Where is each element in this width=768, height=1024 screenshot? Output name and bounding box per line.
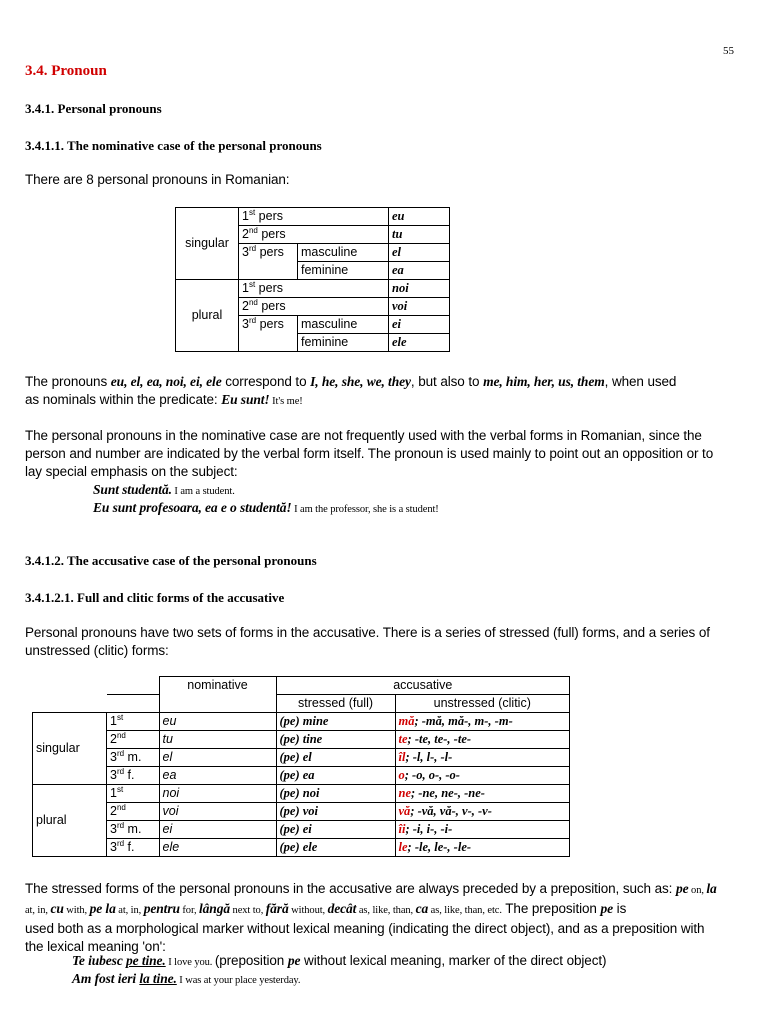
clitic-cell: te; -te, te-, -te- (395, 731, 570, 749)
table-row (33, 785, 570, 803)
intro-paragraph: There are 8 personal pronouns in Romanian: (25, 172, 290, 187)
person-cell: 3rd m. (107, 821, 160, 839)
pronoun-cell: ele (389, 334, 450, 352)
gender-cell: feminine (298, 262, 389, 280)
page-number: 55 (723, 45, 734, 57)
accusative-header: accusative (276, 677, 570, 695)
pronoun-cell: voi (389, 298, 450, 316)
pers-cell: 1st pers (239, 280, 389, 298)
table-row (33, 803, 570, 821)
person-cell: 2nd (107, 803, 160, 821)
pers-cell: 3rd pers (239, 316, 298, 352)
stressed-cell: (pe) noi (276, 785, 395, 803)
stressed-cell: (pe) ea (276, 767, 395, 785)
table-row (33, 767, 570, 785)
stressed-cell: (pe) tine (276, 731, 395, 749)
stressed-cell: (pe) voi (276, 803, 395, 821)
paragraph-stressed-forms: The stressed forms of the personal pronouns in the accusative are always preceded by a preposition, such as: pe on, la at, in, cu with, pe la at, in, pentru for, lângă next to, fără without, decât as, like, than, ca as, like, than, etc. The preposition pe is used both as a morphological marker without lexical meaning (indicating the direct object), and as a preposition with the lexical meaning 'on': (25, 881, 717, 954)
plural-label: plural (33, 785, 107, 857)
nominative-cell: ei (159, 821, 276, 839)
person-cell: 3rd m. (107, 749, 160, 767)
example-1: Sunt studentă. I am a student. (93, 482, 235, 497)
gender-cell: masculine (298, 244, 389, 262)
pronoun-cell: eu (389, 208, 450, 226)
stressed-cell: (pe) el (276, 749, 395, 767)
person-cell: 1st (107, 713, 160, 731)
stressed-cell: (pe) ei (276, 821, 395, 839)
singular-label: singular (33, 713, 107, 785)
table-row (33, 749, 570, 767)
paragraph-correspondence: The pronouns eu, el, ea, noi, ei, ele correspond to I, he, she, we, they, but also to me, him, her, us, them, when used as nominals within the predicate: Eu sunt! It's me! (25, 374, 677, 407)
gender-cell: feminine (298, 334, 389, 352)
pronoun-cell: el (389, 244, 450, 262)
example-2: Eu sunt profesoara, ea e o studentă! I am the professor, she is a student! (93, 500, 439, 515)
nominative-cell: el (159, 749, 276, 767)
pronoun-cell: tu (389, 226, 450, 244)
table-row (33, 713, 570, 731)
nominative-cell: noi (159, 785, 276, 803)
section-heading-3-4-1-2: 3.4.1.2. The accusative case of the personal pronouns (25, 553, 317, 568)
paragraph-accusative-intro: Personal pronouns have two sets of forms in the accusative. There is a series of stressed (full) forms, and a series of unstressed (clitic) forms: (25, 625, 710, 658)
pers-cell: 3rd pers (239, 244, 298, 280)
section-heading-3-4-1-2-1: 3.4.1.2.1. Full and clitic forms of the accusative (25, 590, 285, 605)
nominative-cell: eu (159, 713, 276, 731)
plural-label: plural (176, 280, 239, 352)
pronoun-cell: ea (389, 262, 450, 280)
pers-cell: 1st pers (239, 208, 389, 226)
clitic-cell: îl; -l, l-, -l- (395, 749, 570, 767)
paragraph-nominative-usage: The personal pronouns in the nominative case are not frequently used with the verbal forms in Romanian, since the person and number are indicated by the verbal form itself. The pronoun is used mainly to point out an opposition or to lay special emphasis on the subject: (25, 428, 714, 479)
stressed-cell: (pe) ele (276, 839, 395, 857)
person-cell: 3rd f. (107, 767, 160, 785)
table-row (33, 731, 570, 749)
section-heading-3-4-1: 3.4.1. Personal pronouns (25, 101, 162, 116)
example-4: Am fost ieri la tine. I was at your place yesterday. (72, 971, 301, 986)
pers-cell: 2nd pers (239, 226, 389, 244)
table-row (33, 821, 570, 839)
pronoun-cell: noi (389, 280, 450, 298)
section-heading-3-4: 3.4. Pronoun (25, 63, 107, 79)
person-cell: 3rd f. (107, 839, 160, 857)
nominative-cell: ea (159, 767, 276, 785)
accusative-table (32, 676, 570, 857)
nominative-cell: ele (159, 839, 276, 857)
clitic-cell: o; -o, o-, -o- (395, 767, 570, 785)
section-heading-3-4-1-1: 3.4.1.1. The nominative case of the personal pronouns (25, 138, 322, 153)
clitic-cell: îi; -i, i-, -i- (395, 821, 570, 839)
table-row (33, 839, 570, 857)
nominative-table (175, 207, 450, 352)
nominative-header: nominative (159, 677, 276, 713)
nominative-cell: voi (159, 803, 276, 821)
nominative-cell: tu (159, 731, 276, 749)
singular-label: singular (176, 208, 239, 280)
gender-cell: masculine (298, 316, 389, 334)
clitic-cell: mă; -mă, mă-, m-, -m- (395, 713, 570, 731)
clitic-cell: le; -le, le-, -le- (395, 839, 570, 857)
person-cell: 2nd (107, 731, 160, 749)
stressed-header: stressed (full) (276, 695, 395, 713)
stressed-cell: (pe) mine (276, 713, 395, 731)
clitic-cell: vă; -vă, vă-, v-, -v- (395, 803, 570, 821)
pers-cell: 2nd pers (239, 298, 389, 316)
example-3: Te iubesc pe tine. I love you. (preposition pe without lexical meaning, marker of the direct object) (72, 953, 607, 968)
unstressed-header: unstressed (clitic) (395, 695, 570, 713)
clitic-cell: ne; -ne, ne-, -ne- (395, 785, 570, 803)
pronoun-cell: ei (389, 316, 450, 334)
person-cell: 1st (107, 785, 160, 803)
